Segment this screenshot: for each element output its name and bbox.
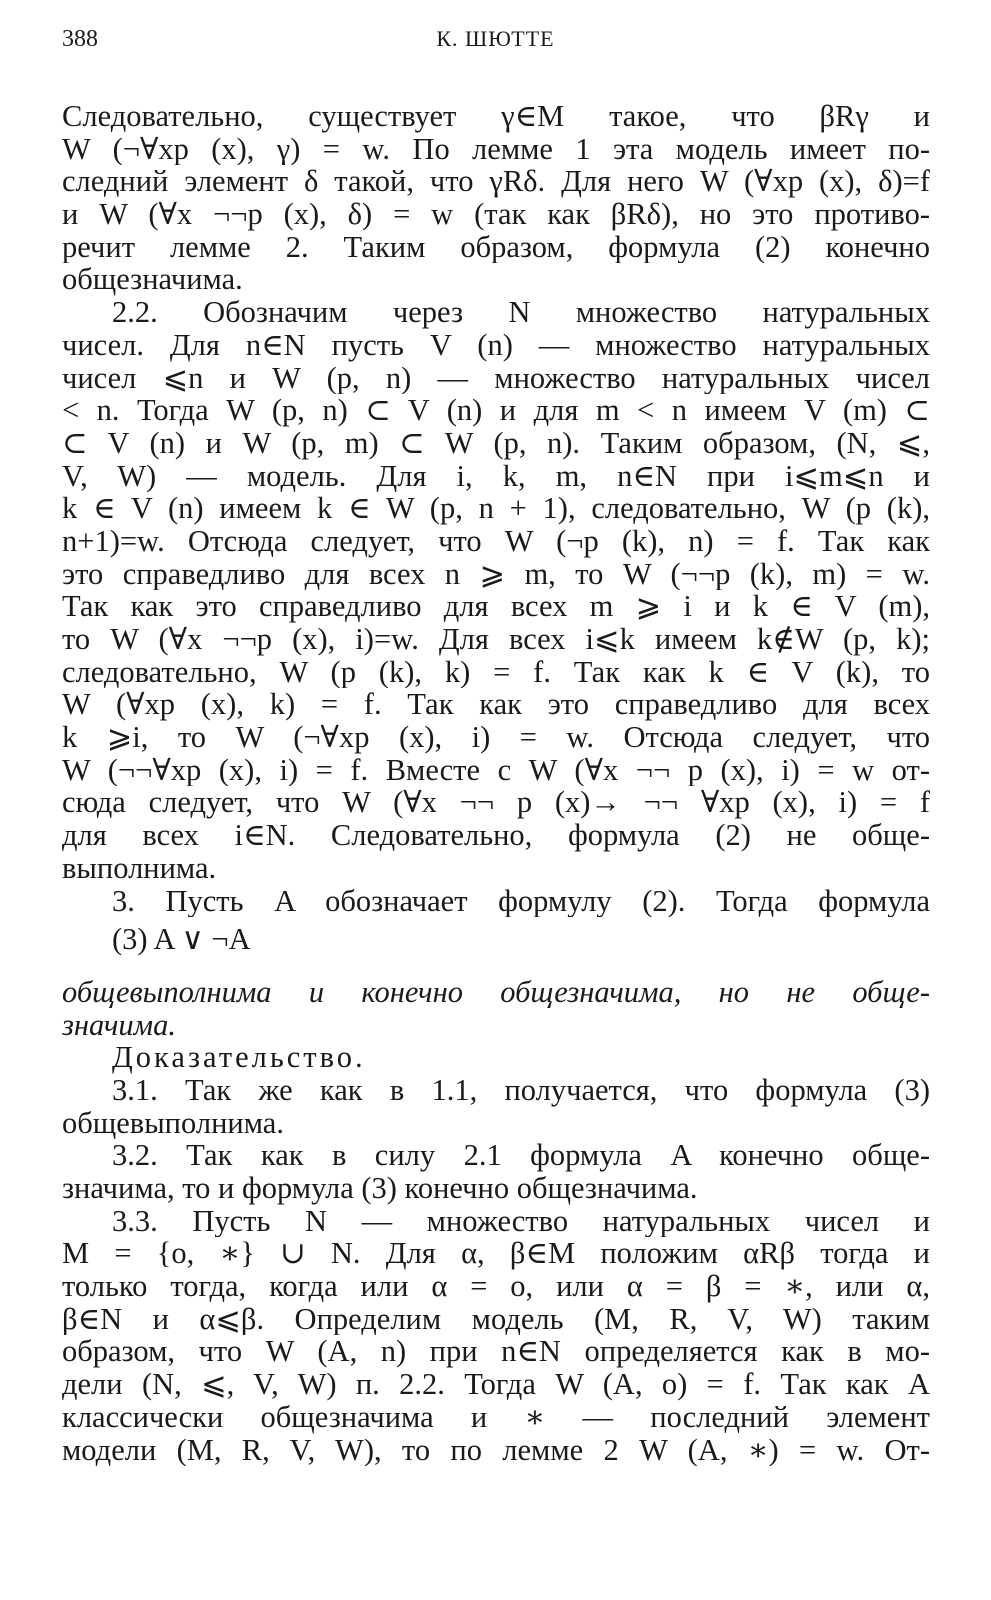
text-line: значима, то и формула (3) конечно общезначима. bbox=[62, 1172, 698, 1205]
theorem-statement: значима. bbox=[62, 1008, 177, 1042]
text-line: Так как это справедливо для всех m ⩾ i и k ∈ V (m), bbox=[62, 590, 930, 623]
proof-heading: Доказательство. bbox=[112, 1041, 366, 1074]
text-line: ⊂ V (n) и W (p, m) ⊂ W (p, n). Таким образом, (N, ⩽, bbox=[62, 426, 930, 460]
text-line: это справедливо для всех n ⩾ m, то W (¬¬p (k), m) = w. bbox=[62, 557, 930, 591]
text-line: только тогда, когда или α = o, или α = β = ∗, или α, bbox=[62, 1270, 930, 1303]
section-3-1-start: 3.1. Так же как в 1.1, получается, что формула (3) bbox=[112, 1073, 930, 1107]
text-line: Следовательно, существует γ∈M такое, что βRγ и bbox=[62, 100, 930, 133]
page-number: 388 bbox=[62, 26, 98, 52]
text-line: общевыполнима. bbox=[62, 1106, 284, 1140]
text-line: чисел. Для n∈N пусть V (n) — множество натуральных bbox=[62, 328, 930, 362]
text-line: W (¬∀xp (x), γ) = w. По лемме 1 эта модель имеет по- bbox=[62, 132, 930, 166]
section-3-start: 3. Пусть A обозначает формулу (2). Тогда формула bbox=[112, 884, 930, 918]
section-3-2-start: 3.2. Так как в силу 2.1 формула A конечно обще- bbox=[112, 1139, 930, 1172]
text-line: сюда следует, что W (∀x ¬¬ p (x)→ ¬¬ ∀xp (x), i) = f bbox=[62, 786, 930, 820]
text-line: V, W) — модель. Для i, k, m, n∈N при i⩽m⩽n и bbox=[62, 459, 930, 493]
text-line: речит лемме 2. Таким образом, формула (2) конечно bbox=[62, 230, 930, 264]
text-line: < n. Тогда W (p, n) ⊂ V (n) и для m < n имеем V (m) ⊂ bbox=[62, 394, 930, 427]
text-line: для всех i∈N. Следовательно, формула (2) не обще- bbox=[62, 819, 930, 852]
text-line: и W (∀x ¬¬p (x), δ) = w (так как βRδ), но это противо- bbox=[62, 198, 930, 231]
page-header bbox=[62, 26, 929, 58]
text-line: выполнима. bbox=[62, 851, 217, 885]
theorem-statement: общевыполнима и конечно общезначима, но не обще- bbox=[62, 975, 930, 1009]
text-line: то W (∀x ¬¬p (x), i)=w. Для всех i⩽k имеем k∉W (p, k); bbox=[62, 623, 930, 656]
text-line: следний элемент δ такой, что γRδ. Для него W (∀xp (x), δ)=f bbox=[62, 165, 930, 199]
text-line: чисел ⩽n и W (p, n) — множество натуральных чисел bbox=[62, 361, 930, 395]
text-line: образом, что W (A, n) при n∈N определяется как в мо- bbox=[62, 1335, 930, 1369]
text-line: общезначима. bbox=[62, 263, 243, 297]
text-line: дели (N, ⩽, V, W) п. 2.2. Тогда W (A, o) = f. Так как A bbox=[62, 1368, 930, 1401]
formula-3: (3) A ∨ ¬A bbox=[112, 923, 251, 956]
text-line: классически общезначима и ∗ — последний элемент bbox=[62, 1400, 930, 1434]
page-body bbox=[62, 100, 930, 1466]
text-line: W (¬¬∀xp (x), i) = f. Вместе с W (∀x ¬¬ p (x), i) = w от- bbox=[62, 753, 930, 787]
text-line: M = {o, ∗} ∪ N. Для α, β∈M положим αRβ тогда и bbox=[62, 1237, 930, 1271]
text-line: n+1)=w. Отсюда следует, что W (¬p (k), n) = f. Так как bbox=[62, 524, 930, 558]
text-line: W (∀xp (x), k) = f. Так как это справедливо для всех bbox=[62, 688, 930, 722]
text-line: β∈N и α⩽β. Определим модель (M, R, V, W) таким bbox=[62, 1302, 930, 1336]
text-line: модели (M, R, V, W), то по лемме 2 W (A, ∗) = w. От- bbox=[62, 1433, 930, 1467]
running-title: К. ШЮТТЕ bbox=[436, 26, 555, 51]
text-line: следовательно, W (p (k), k) = f. Так как k ∈ V (k), то bbox=[62, 655, 930, 689]
section-2-2-start: 2.2. Обозначим через N множество натуральных bbox=[112, 296, 930, 329]
section-3-3-start: 3.3. Пусть N — множество натуральных чисел и bbox=[112, 1204, 930, 1238]
text-line: k ⩾i, то W (¬∀xp (x), i) = w. Отсюда следует, что bbox=[62, 721, 930, 754]
text-line: k ∈ V (n) имеем k ∈ W (p, n + 1), следовательно, W (p (k), bbox=[62, 492, 930, 525]
